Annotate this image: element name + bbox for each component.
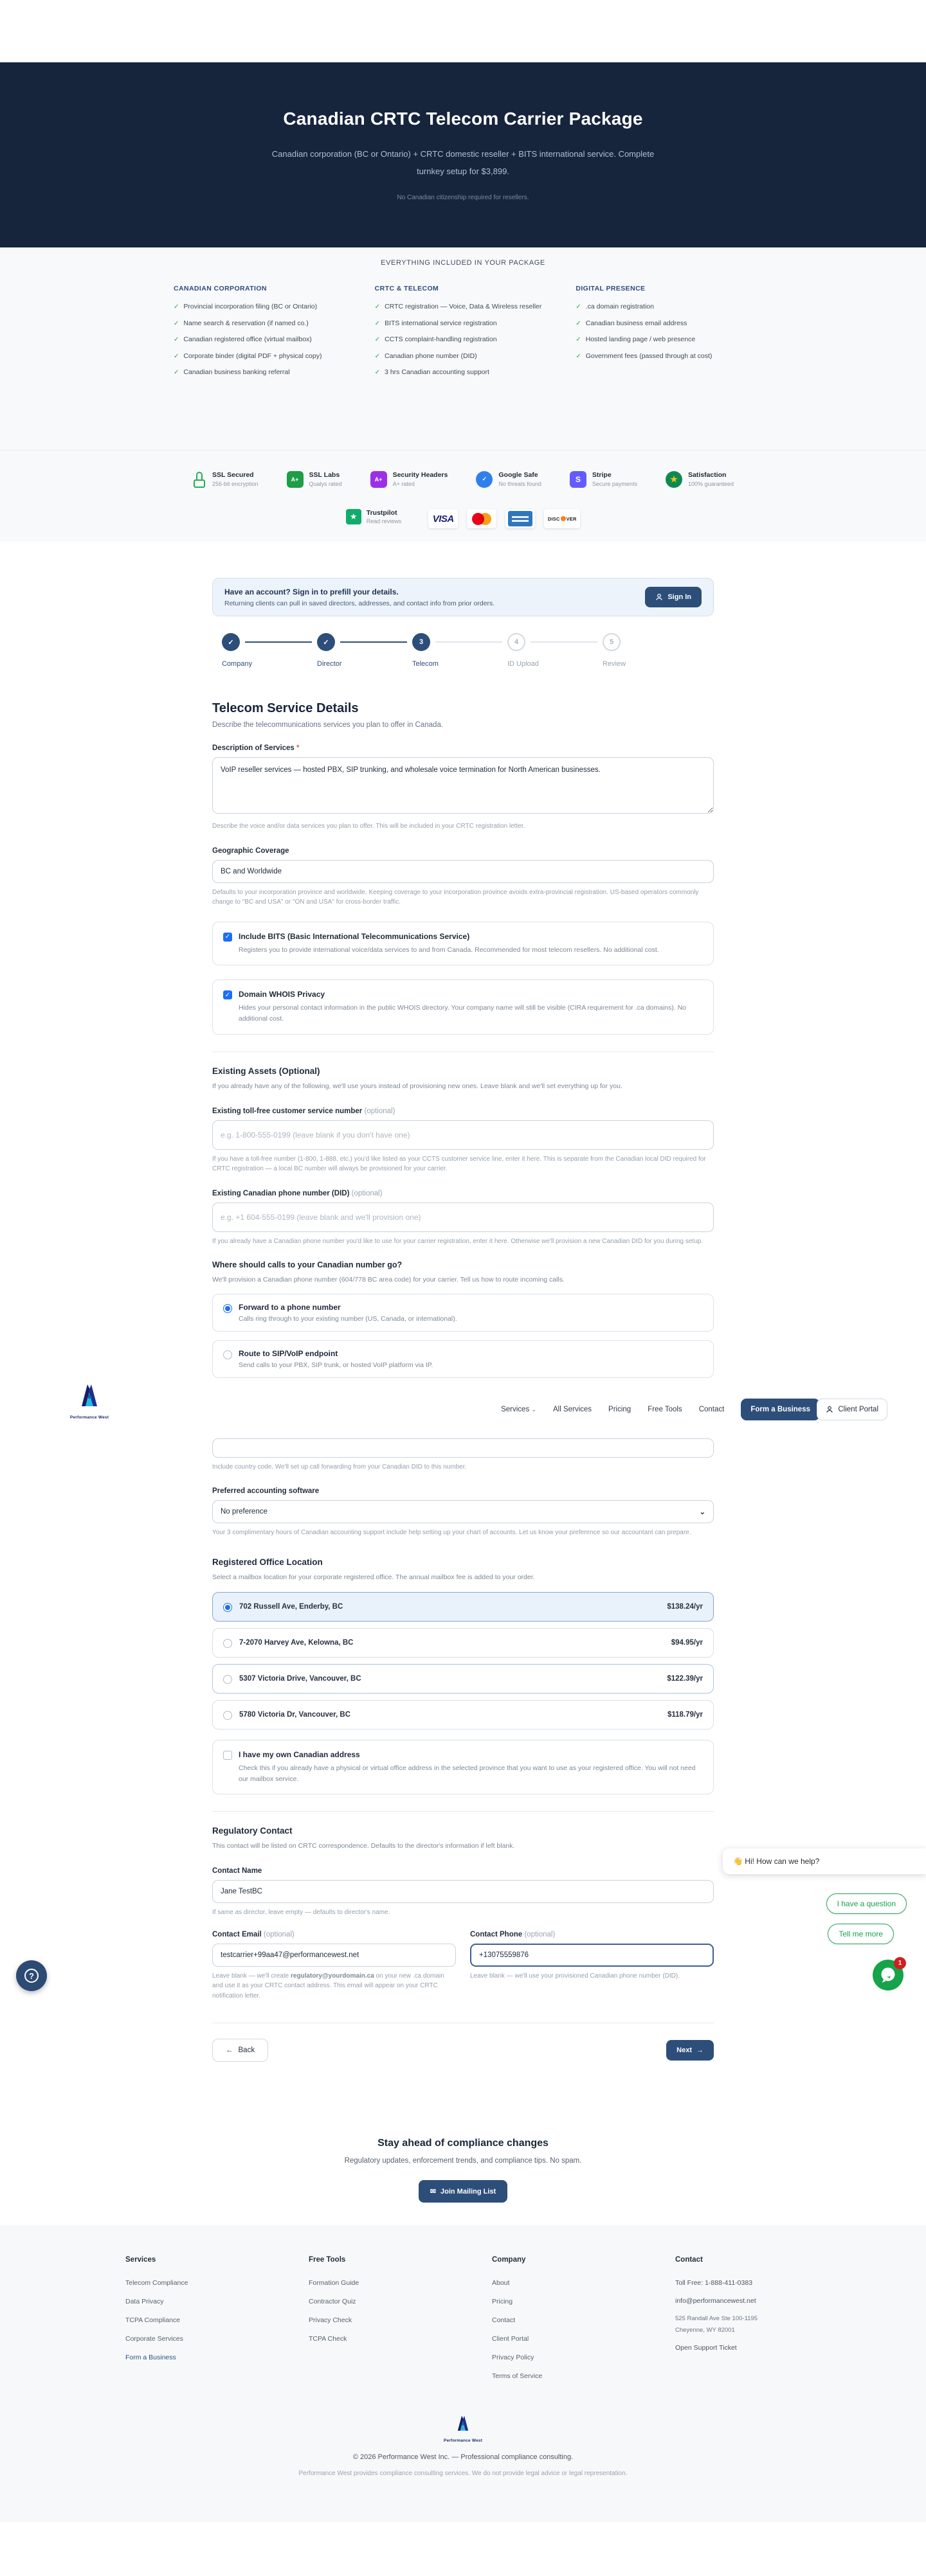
- person-icon: [655, 593, 663, 601]
- badge-ssl-secured: SSL Secured 256-bit encryption: [192, 471, 259, 488]
- trust-badges-row: [0, 450, 926, 508]
- chat-unread-badge: 1: [894, 1957, 906, 1969]
- satisfaction-star-icon: ★: [666, 471, 682, 488]
- own-address-title: I have my own Canadian address: [239, 1749, 360, 1759]
- list-item: ✓ Canadian registered office (virtual mailbox): [174, 334, 350, 345]
- footer-phone: Toll Free: 1-888-411-0383: [675, 2279, 753, 2287]
- own-address-card[interactable]: [212, 1740, 714, 1795]
- list-item: ✓ Corporate binder (digital PDF + physical copy): [174, 351, 350, 362]
- whois-option-card[interactable]: [212, 979, 714, 1035]
- tollfree-helper: If you have a toll-free number (1-800, 1-888, etc.) you'd like listed as your CCTS customer service line, enter it here. This is separate from the Canadian local DID required for CRTC registration — a local BC number will always be provisioned for your carrier.: [212, 1155, 706, 1173]
- footer-col-contact: Contact Toll Free: 1-888-411-0383 info@performancewest.net 525 Randall Ave Ste 100-1195 Cheyenne, WY 82001 Open Support Ticket: [675, 2256, 858, 2391]
- tollfree-input[interactable]: [212, 1120, 714, 1150]
- office-option-victoria-dr[interactable]: 5780 Victoria Dr, Vancouver, BC $118.79/yr: [212, 1700, 714, 1730]
- accounting-label: Preferred accounting software: [212, 1487, 320, 1496]
- list-item: ✓ 3 hrs Canadian accounting support: [375, 367, 552, 378]
- footer-link[interactable]: Telecom Compliance: [125, 2279, 188, 2287]
- footer-email[interactable]: info@performancewest.net: [675, 2297, 756, 2305]
- whois-checkbox[interactable]: ✓: [223, 990, 232, 999]
- check-icon: ✓: [374, 336, 381, 343]
- routing-option-sip[interactable]: Route to SIP/VoIP endpoint Send calls to your PBX, SIP trunk, or hosted VoIP platform via IP.: [212, 1340, 714, 1378]
- forward-number-helper: Include country code. We'll set up call forwarding from your Canadian DID to this number.: [212, 1463, 467, 1471]
- list-item: ✓ Hosted landing page / web presence: [576, 334, 752, 345]
- footer-copyright: © 2026 Performance West Inc. — Professional compliance consulting.: [352, 2453, 574, 2462]
- badge-google-safe: ✓ Google Safe No threats found: [476, 471, 541, 488]
- routing-option-forward[interactable]: Forward to a phone number Calls ring through to your existing number (US, Canada, or international).: [212, 1294, 714, 1332]
- contact-name-input[interactable]: [212, 1880, 714, 1903]
- mail-icon: ✉: [430, 2188, 437, 2196]
- check-icon: ✓: [576, 352, 581, 360]
- nav-contact[interactable]: Contact: [698, 1405, 725, 1413]
- client-portal-button[interactable]: Client Portal: [817, 1399, 887, 1420]
- bits-title: Include BITS (Basic International Telecommunications Service): [239, 931, 470, 941]
- radio-icon[interactable]: [223, 1711, 232, 1720]
- included-band: [0, 247, 926, 542]
- list-item: ✓ BITS international service registration: [375, 318, 552, 329]
- existing-assets-heading: Existing Assets (Optional): [212, 1066, 320, 1076]
- badge-ssl-labs: A+ SSL Labs Qualys rated: [287, 471, 342, 488]
- footer-link[interactable]: Contact: [492, 2316, 516, 2325]
- check-icon: ✓: [174, 319, 179, 327]
- ssl-labs-icon: A+: [287, 471, 304, 488]
- performance-west-logo-icon: [453, 2413, 473, 2435]
- radio-icon[interactable]: [223, 1639, 232, 1648]
- footer-address-line2: Cheyenne, WY 82001: [675, 2327, 735, 2334]
- newsletter-title: Stay ahead of compliance changes: [377, 2138, 549, 2149]
- section-title: Telecom Service Details: [212, 701, 359, 715]
- radio-icon[interactable]: [223, 1350, 232, 1359]
- chat-icon: [879, 1966, 897, 1984]
- included-col-title: CRTC & TELECOM: [374, 285, 439, 292]
- whois-desc: Hides your personal contact information in the public WHOIS directory. Your company name will still be visible (CIRA requirement for .ca domains). No additional cost.: [239, 1004, 687, 1023]
- footer-link[interactable]: Contractor Quiz: [309, 2298, 356, 2306]
- list-item: ✓ .ca domain registration: [576, 301, 752, 312]
- regulatory-heading: Regulatory Contact: [212, 1826, 293, 1836]
- check-icon: ✓: [174, 352, 179, 360]
- brand-name: Performance West: [69, 1415, 109, 1420]
- hero-section: [0, 62, 926, 247]
- did-label: Existing Canadian phone number (DID) (optional): [212, 1189, 383, 1197]
- form-a-business-button[interactable]: Form a Business: [741, 1399, 820, 1420]
- existing-assets-intro: If you already have any of the following, we'll use yours instead of provisioning new ones. Leave blank and we'll set everything up for you.: [212, 1082, 622, 1090]
- chat-greeting-bubble[interactable]: 👋 Hi! How can we help?: [723, 1848, 926, 1874]
- chat-quick-reply-question[interactable]: I have a question: [826, 1893, 907, 1914]
- geo-coverage-input[interactable]: [212, 860, 714, 883]
- step-company[interactable]: ✓ Company: [222, 633, 299, 668]
- nav-free-tools[interactable]: Free Tools: [648, 1405, 682, 1413]
- contact-name-helper: If same as director, leave empty — defaults to director's name.: [212, 1909, 390, 1917]
- nav-links: [501, 1399, 820, 1420]
- list-item: ✓ Canadian business email address: [576, 318, 752, 329]
- radio-icon[interactable]: [223, 1675, 232, 1684]
- bits-option-card[interactable]: [212, 922, 714, 966]
- office-heading: Registered Office Location: [212, 1557, 323, 1567]
- newsletter-section: [0, 2103, 926, 2225]
- included-col-telecom: [375, 285, 552, 384]
- next-button[interactable]: Next →: [666, 2040, 714, 2061]
- description-textarea[interactable]: [212, 757, 714, 814]
- footer-col-company: Company About Pricing Contact Client Portal Privacy Policy Terms of Service: [492, 2256, 675, 2391]
- help-button[interactable]: [16, 1960, 47, 1991]
- check-icon: ✓: [374, 369, 381, 376]
- footer-address-line1: 525 Randall Ave Ste 100-1195: [675, 2315, 758, 2323]
- included-col-digital: [576, 285, 752, 384]
- arrow-left-icon: ←: [226, 2046, 233, 2055]
- footer: [0, 2225, 926, 2522]
- footer-disclaimer: Performance West provides compliance consulting services. We do not provide legal advice or legal representation.: [298, 2470, 628, 2478]
- contact-email-input[interactable]: [212, 1944, 456, 1967]
- trustpilot-badge[interactable]: ★ Trustpilot Read reviews: [346, 509, 402, 524]
- contact-name-label: Contact Name: [212, 1867, 262, 1875]
- google-safe-icon: ✓: [476, 471, 493, 488]
- divider: [212, 1051, 714, 1052]
- footer-col-free-tools: Free Tools Formation Guide Contractor Quiz Privacy Check TCPA Check: [309, 2256, 492, 2391]
- list-item: ✓ CCTS complaint-handling registration: [375, 334, 552, 345]
- check-icon: ✓: [576, 303, 581, 310]
- performance-west-logo-icon: [75, 1381, 104, 1411]
- own-address-desc: Check this if you already have a physical or virtual office address in the selected province that you want to use as your registered office. You will not need our mailbox service.: [239, 1764, 696, 1783]
- mastercard-logo: [467, 509, 496, 528]
- nav-services[interactable]: Services ⌄: [501, 1405, 536, 1413]
- office-option-enderby[interactable]: 702 Russell Ave, Enderby, BC $138.24/yr: [212, 1592, 714, 1622]
- check-icon: ✓: [374, 352, 381, 360]
- check-icon: ✓: [174, 369, 179, 376]
- nav-pricing[interactable]: Pricing: [608, 1405, 631, 1413]
- list-item: ✓ Name search & reservation (if named co.): [174, 318, 350, 329]
- list-item: ✓ Government fees (passed through at cost): [576, 351, 752, 362]
- footer-link[interactable]: TCPA Check: [309, 2335, 347, 2343]
- accounting-select[interactable]: No preference ⌄: [212, 1500, 714, 1523]
- contact-phone-input[interactable]: [470, 1944, 714, 1967]
- footer-link[interactable]: Terms of Service: [492, 2372, 543, 2381]
- step-telecom[interactable]: 3 Telecom: [412, 633, 489, 668]
- brand-name: Performance West: [443, 2438, 483, 2444]
- sign-in-button[interactable]: Sign In: [645, 587, 702, 607]
- footer-link[interactable]: TCPA Compliance: [125, 2316, 181, 2325]
- included-col-corporation: [174, 285, 350, 384]
- office-sub: Select a mailbox location for your corporate registered office. The annual mailbox fee is added to your order.: [212, 1573, 535, 1581]
- did-input[interactable]: [212, 1203, 714, 1232]
- included-col-title: DIGITAL PRESENCE: [576, 285, 646, 292]
- description-helper: Describe the voice and/or data services you plan to offer. This will be included in your CRTC registration letter.: [212, 823, 525, 830]
- signin-banner: [212, 578, 714, 616]
- office-option-victoria-drive[interactable]: 5307 Victoria Drive, Vancouver, BC $122.39/yr: [212, 1664, 714, 1694]
- check-icon: ✓: [576, 336, 581, 343]
- footer-col-services: Services Telecom Compliance Data Privacy TCPA Compliance Corporate Services Form a Business: [125, 2256, 309, 2391]
- included-col-title: CANADIAN CORPORATION: [174, 285, 267, 292]
- list-item: ✓ Provincial incorporation filing (BC or Ontario): [174, 301, 350, 312]
- chevron-down-icon: ⌄: [699, 1508, 705, 1516]
- form-container: [212, 578, 714, 1378]
- trustpilot-star-icon: ★: [346, 509, 361, 524]
- check-icon: ✓: [374, 303, 381, 310]
- payment-logos-row: [0, 508, 926, 542]
- brand-logo[interactable]: [66, 1381, 113, 1420]
- badge-security-headers: A+ Security Headers A+ rated: [370, 471, 448, 488]
- footer-link[interactable]: Data Privacy: [125, 2298, 164, 2306]
- footer-link[interactable]: Formation Guide: [309, 2279, 359, 2287]
- description-label: Description of Services *: [212, 744, 300, 752]
- divider: [212, 1811, 714, 1812]
- footer-link-form-a-business[interactable]: Form a Business: [125, 2354, 176, 2362]
- newsletter-sub: Regulatory updates, enforcement trends, and compliance tips. No spam.: [344, 2157, 582, 2165]
- bits-checkbox[interactable]: ✓: [223, 933, 232, 942]
- contact-email-helper: Leave blank — we'll create regulatory@yourdomain.ca on your new .ca domain and use it as your CRTC contact address. This email will appear on your CRTC notification letter.: [212, 1972, 444, 1999]
- contact-phone-helper: Leave blank — we'll use your provisioned Canadian phone number (DID).: [470, 1972, 680, 1980]
- discover-logo: DISC VER: [544, 509, 580, 528]
- form-container-2: [212, 1435, 714, 2103]
- nav-all-services[interactable]: All Services: [552, 1405, 592, 1413]
- geo-coverage-label: Geographic Coverage: [212, 846, 289, 855]
- list-item: ✓ Canadian business banking referral: [174, 367, 350, 378]
- included-heading: EVERYTHING INCLUDED IN YOUR PACKAGE: [381, 259, 545, 267]
- own-address-checkbox[interactable]: [223, 1751, 232, 1760]
- geo-coverage-helper: Defaults to your incorporation province and worldwide. Keeping coverage to your incorporation province avoids extra-provincial registration. US-based operators commonly change to "BC and USA" or "ON and USA" for cross-border traffic.: [212, 888, 699, 906]
- badge-stripe: S Stripe Secure payments: [570, 471, 637, 488]
- accounting-helper: Your 3 complimentary hours of Canadian accounting support include help setting up your chart of accounts. Let us know your preference so our accountant can prepare.: [212, 1529, 691, 1537]
- progress-stepper: [212, 633, 714, 675]
- contact-phone-label: Contact Phone (optional): [470, 1930, 556, 1938]
- chat-launcher-button[interactable]: [873, 1960, 903, 1990]
- step-id-upload[interactable]: 4 ID Upload: [507, 633, 585, 668]
- check-icon: ✓: [576, 319, 581, 327]
- footer-brand: [0, 2413, 926, 2443]
- chevron-down-icon: ⌄: [531, 1406, 536, 1413]
- section-subtitle: Describe the telecommunications services you plan to offer in Canada.: [212, 721, 444, 729]
- back-button[interactable]: ← Back: [212, 2039, 268, 2062]
- check-icon: ✓: [374, 319, 381, 327]
- footer-support-ticket-link[interactable]: Open Support Ticket: [675, 2344, 737, 2352]
- amex-logo: [505, 509, 535, 528]
- whois-title: Domain WHOIS Privacy: [239, 990, 325, 999]
- badge-satisfaction: ★ Satisfaction 100% guaranteed: [666, 471, 734, 488]
- security-headers-icon: A+: [370, 471, 387, 488]
- page-title: Canadian CRTC Telecom Carrier Package: [283, 109, 643, 129]
- footer-link[interactable]: Corporate Services: [125, 2335, 183, 2343]
- hero-subtitle: Canadian corporation (BC or Ontario) + CRTC domestic reseller + BITS international service. Complete turnkey setup for $3,899.: [271, 149, 655, 176]
- forward-number-input[interactable]: [212, 1438, 714, 1458]
- regulatory-sub: This contact will be listed on CRTC correspondence. Defaults to the director's information if left blank.: [212, 1842, 515, 1850]
- routing-question: Where should calls to your Canadian number go?: [212, 1260, 403, 1270]
- arrow-right-icon: →: [696, 2046, 704, 2055]
- stripe-icon: S: [570, 471, 586, 488]
- office-option-kelowna[interactable]: 7-2070 Harvey Ave, Kelowna, BC $94.95/yr: [212, 1628, 714, 1658]
- check-icon: ✓: [174, 303, 179, 310]
- list-item: ✓ Canadian phone number (DID): [375, 351, 552, 362]
- question-icon: ?: [24, 1969, 39, 1983]
- visa-logo: VISA: [428, 509, 458, 528]
- list-item: ✓ CRTC registration — Voice, Data & Wireless reseller: [375, 301, 552, 312]
- bits-desc: Registers you to provide international voice/data services to and from Canada. Recommended for most telecom resellers. No additional cost.: [239, 945, 659, 954]
- step-director[interactable]: ✓ Director: [317, 633, 394, 668]
- check-icon: ✓: [174, 336, 179, 343]
- footer-link[interactable]: Pricing: [492, 2298, 513, 2306]
- lock-icon: [192, 471, 206, 488]
- routing-sub: We'll provision a Canadian phone number (604/778 BC area code) for your carrier. Tell us how to route incoming calls.: [212, 1276, 565, 1284]
- navbar: [0, 1388, 926, 1435]
- step-review[interactable]: 5 Review: [603, 633, 680, 668]
- chat-quick-reply-more[interactable]: Tell me more: [828, 1924, 894, 1944]
- signin-subtitle: Returning clients can pull in saved directors, addresses, and contact info from prior orders.: [224, 599, 495, 607]
- join-mailing-list-button[interactable]: ✉ Join Mailing List: [419, 2180, 507, 2203]
- person-icon: [826, 1406, 833, 1413]
- did-helper: If you already have a Canadian phone number you'd like to use for your carrier registration, enter it here. Otherwise we'll provision a new Canadian DID for you during setup.: [212, 1237, 704, 1245]
- radio-selected-icon[interactable]: [223, 1304, 232, 1313]
- hero-note: No Canadian citizenship required for resellers.: [397, 194, 529, 202]
- footer-link[interactable]: Privacy Check: [309, 2316, 352, 2325]
- signin-title: Have an account? Sign in to prefill your details.: [224, 587, 399, 596]
- tollfree-label: Existing toll-free customer service number (optional): [212, 1107, 395, 1115]
- footer-link[interactable]: About: [492, 2279, 510, 2287]
- footer-link[interactable]: Privacy Policy: [492, 2354, 534, 2362]
- footer-link[interactable]: Client Portal: [492, 2335, 529, 2343]
- contact-email-label: Contact Email (optional): [212, 1930, 295, 1938]
- radio-selected-icon[interactable]: [223, 1603, 232, 1612]
